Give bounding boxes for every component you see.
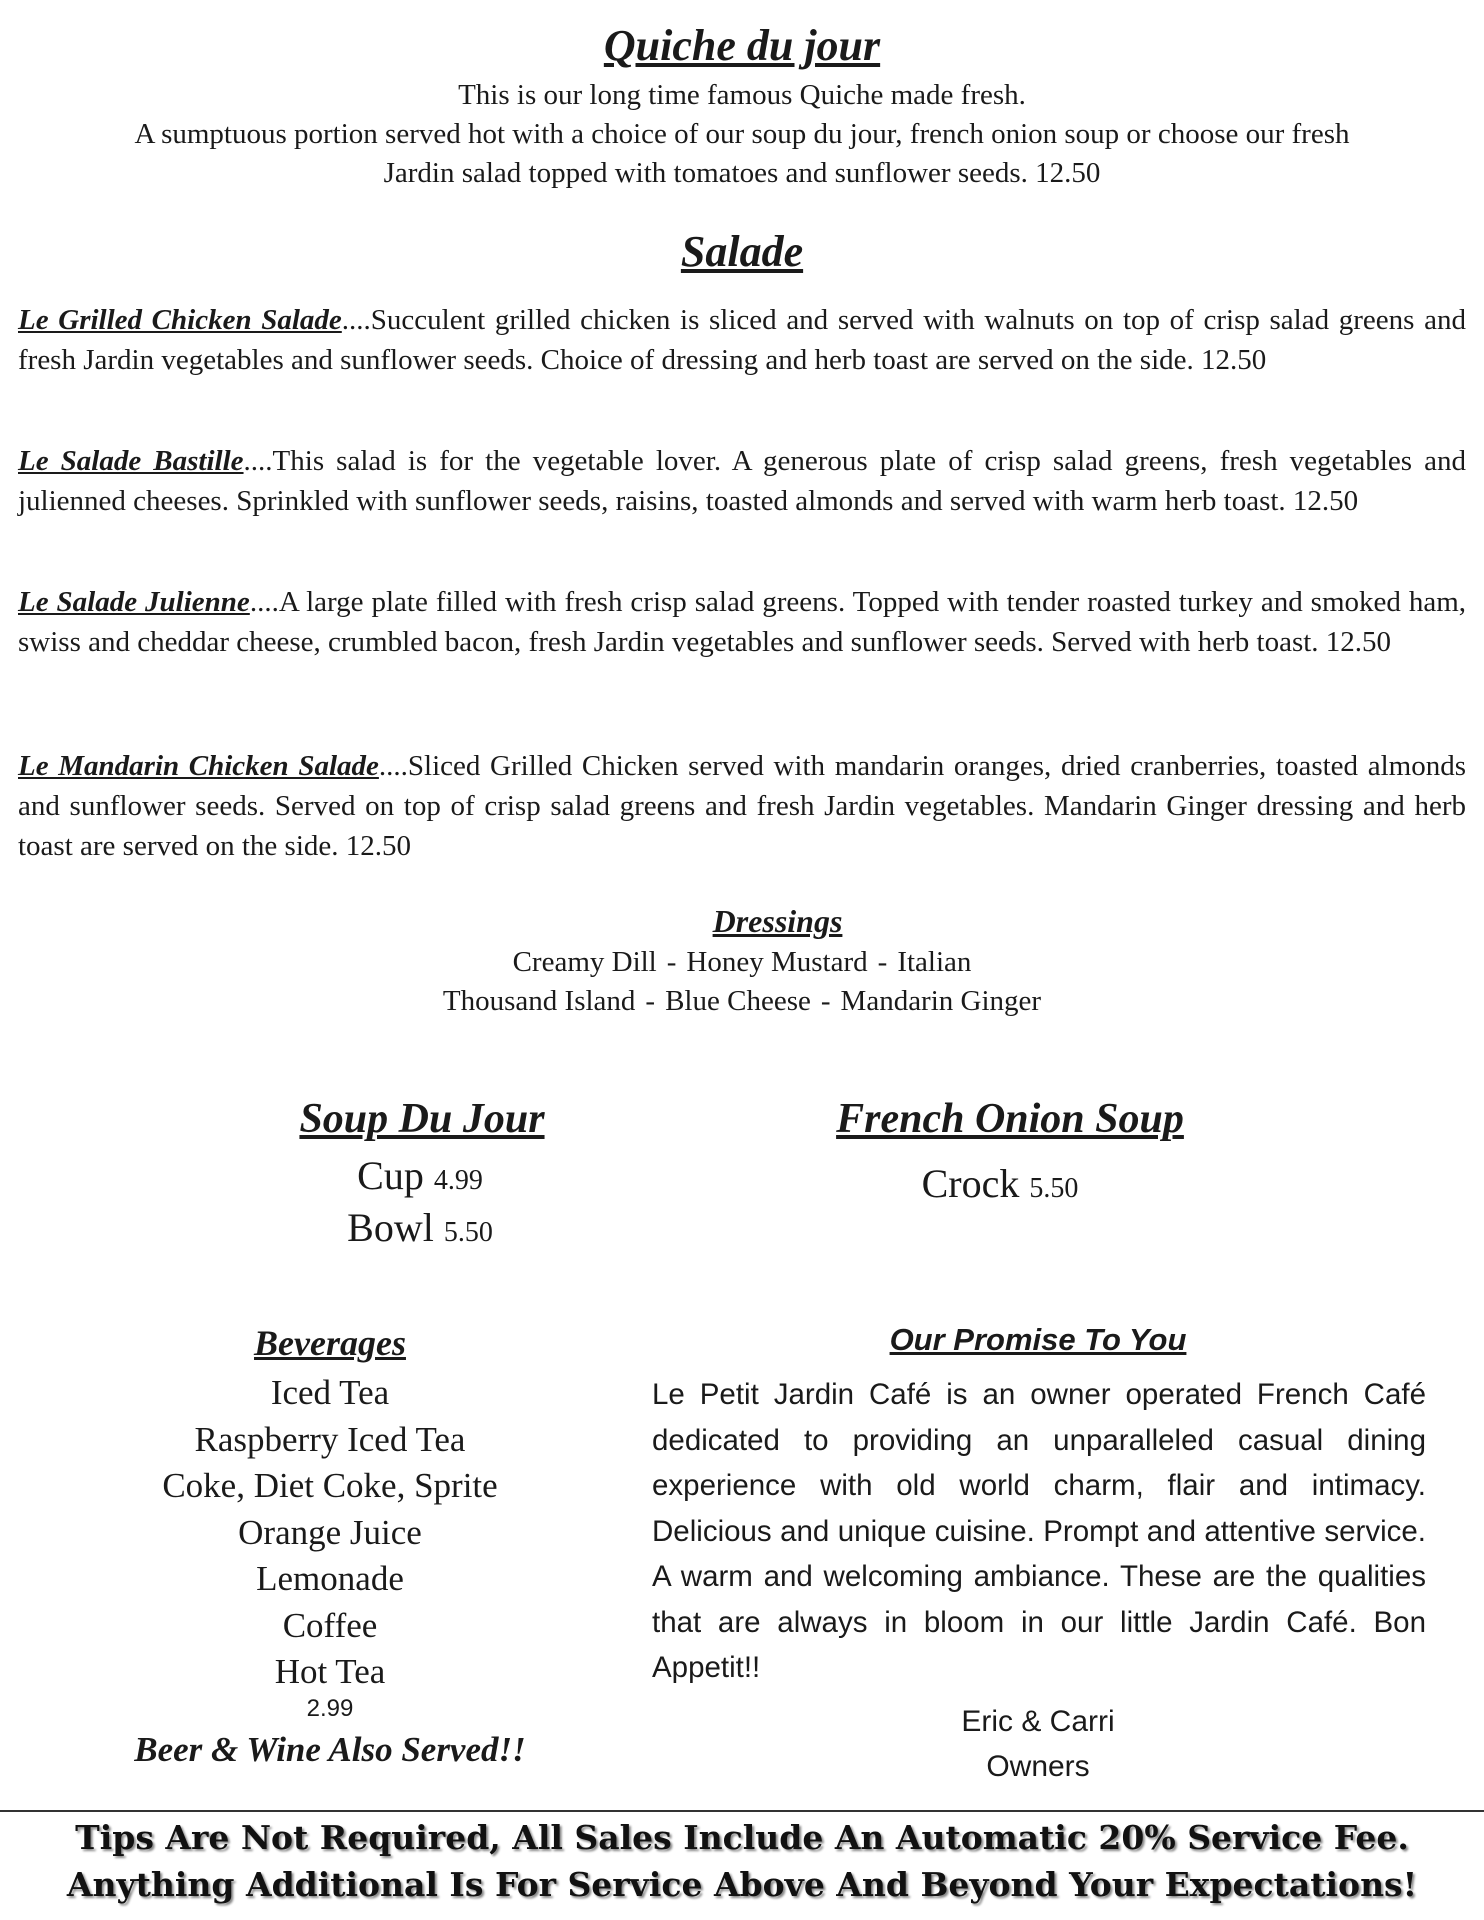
salade-title: Salade — [680, 227, 804, 276]
owner-signature: Eric & Carri — [961, 1705, 1115, 1738]
bowl-price: 5.50 — [443, 1217, 493, 1248]
salad-description: ....Sliced Grilled Chicken served with mandarin oranges, dried cranberries, toasted almonds and sunflower seeds. Served on top of crisp salad greens and fresh Jardin vegetables. Mandarin Ginger dressing and herb toast are served on the side. 12.50 — [18, 750, 1466, 862]
salad-name: Le Mandarin Chicken Salade — [18, 750, 379, 782]
cup-label: Cup — [357, 1153, 424, 1198]
cup-price: 4.99 — [433, 1165, 483, 1196]
beverage-item: Coffee — [282, 1605, 378, 1645]
beverage-item: Coke, Diet Coke, Sprite — [162, 1466, 498, 1505]
dressing-separator: - — [877, 946, 888, 978]
footer-line-1: Tips Are Not Required, All Sales Include An Automatic 20% Service Fee. — [75, 1818, 1409, 1857]
quiche-line-2: A sumptuous portion served hot with a choice of our soup du jour, french onion soup or choose our fresh — [134, 118, 1350, 150]
dressing-separator: - — [645, 985, 656, 1017]
beverages-list — [100, 1370, 560, 1696]
service-fee-footer — [0, 1814, 1484, 1908]
dressing-item: Creamy Dill — [512, 946, 657, 978]
salad-item — [18, 441, 1466, 521]
dressings-row-2 — [0, 982, 1484, 1021]
salad-name: Le Salade Julienne — [18, 586, 250, 618]
dressing-item: Italian — [897, 946, 972, 978]
salad-item — [18, 582, 1466, 662]
quiche-description — [30, 76, 1454, 193]
dressing-item: Thousand Island — [442, 985, 636, 1017]
salad-item — [18, 300, 1466, 380]
quiche-title: Quiche du jour — [603, 21, 881, 70]
beverage-item: Raspberry Iced Tea — [194, 1419, 466, 1459]
salad-name: Le Grilled Chicken Salade — [18, 304, 342, 336]
quiche-line-3: Jardin salad topped with tomatoes and sunflower seeds. 12.50 — [383, 157, 1101, 189]
dressings-title: Dressings — [712, 903, 843, 939]
dressing-item: Mandarin Ginger — [840, 985, 1042, 1017]
dressing-separator: - — [666, 946, 677, 978]
salad-description: ....Succulent grilled chicken is sliced and served with walnuts on top of crisp salad greens and fresh Jardin vegetables and sunflower seeds. Choice of dressing and herb toast are served on the side. 12.50 — [18, 304, 1466, 376]
soup-bowl — [230, 1204, 610, 1251]
owner-role: Owners — [986, 1750, 1090, 1783]
promise-text: Le Petit Jardin Café is an owner operated French Café dedicated to providing an unparalleled casual dining experience with old world charm, flair and intimacy. Delicious and unique cuisine. Prompt and attentive service. A warm and welcoming ambiance. These are the qualities that are always in bloom in our little Jardin Café. Bon Appetit!! — [652, 1378, 1426, 1684]
beverage-item: Orange Juice — [238, 1512, 422, 1552]
crock-price: 5.50 — [1029, 1173, 1079, 1204]
soup-crock — [760, 1160, 1240, 1207]
crock-label: Crock — [921, 1161, 1020, 1206]
salad-description: ....A large plate filled with fresh crisp salad greens. Topped with tender roasted turkey and smoked ham, swiss and cheddar cheese, crumbled bacon, fresh Jardin vegetables and sunflower seeds. Served with herb toast. 12.50 — [18, 586, 1467, 658]
beverage-item: Lemonade — [256, 1559, 404, 1598]
beverages-title: Beverages — [254, 1323, 406, 1363]
dressing-item: Blue Cheese — [665, 985, 811, 1017]
soup-cup — [230, 1152, 610, 1199]
beer-wine-note: Beer & Wine Also Served!! — [134, 1730, 526, 1769]
beverage-item: Hot Tea — [274, 1652, 386, 1691]
french-onion-title: French Onion Soup — [836, 1096, 1184, 1142]
quiche-line-1: This is our long time famous Quiche made fresh. — [458, 79, 1026, 111]
dressings-list — [0, 943, 1484, 1021]
dressings-row-1 — [0, 943, 1484, 982]
dressing-item: Honey Mustard — [686, 946, 868, 978]
soup-du-jour-title: Soup Du Jour — [299, 1096, 545, 1142]
footer-divider — [0, 1810, 1484, 1812]
promise-title: Our Promise To You — [889, 1322, 1187, 1357]
salad-item — [18, 746, 1466, 866]
salad-description: ....This salad is for the vegetable lover. A generous plate of crisp salad greens, fresh vegetables and julienned cheeses. Sprinkled with sunflower seeds, raisins, toasted almonds and served with warm herb toast. 12.50 — [18, 445, 1466, 517]
beverage-item: Iced Tea — [270, 1373, 390, 1412]
dressing-separator: - — [820, 985, 831, 1017]
footer-line-2: Anything Additional Is For Service Above And Beyond Your Expectations! — [66, 1865, 1418, 1904]
salad-name: Le Salade Bastille — [18, 445, 244, 477]
beverage-price: 2.99 — [306, 1695, 354, 1722]
bowl-label: Bowl — [347, 1205, 434, 1250]
